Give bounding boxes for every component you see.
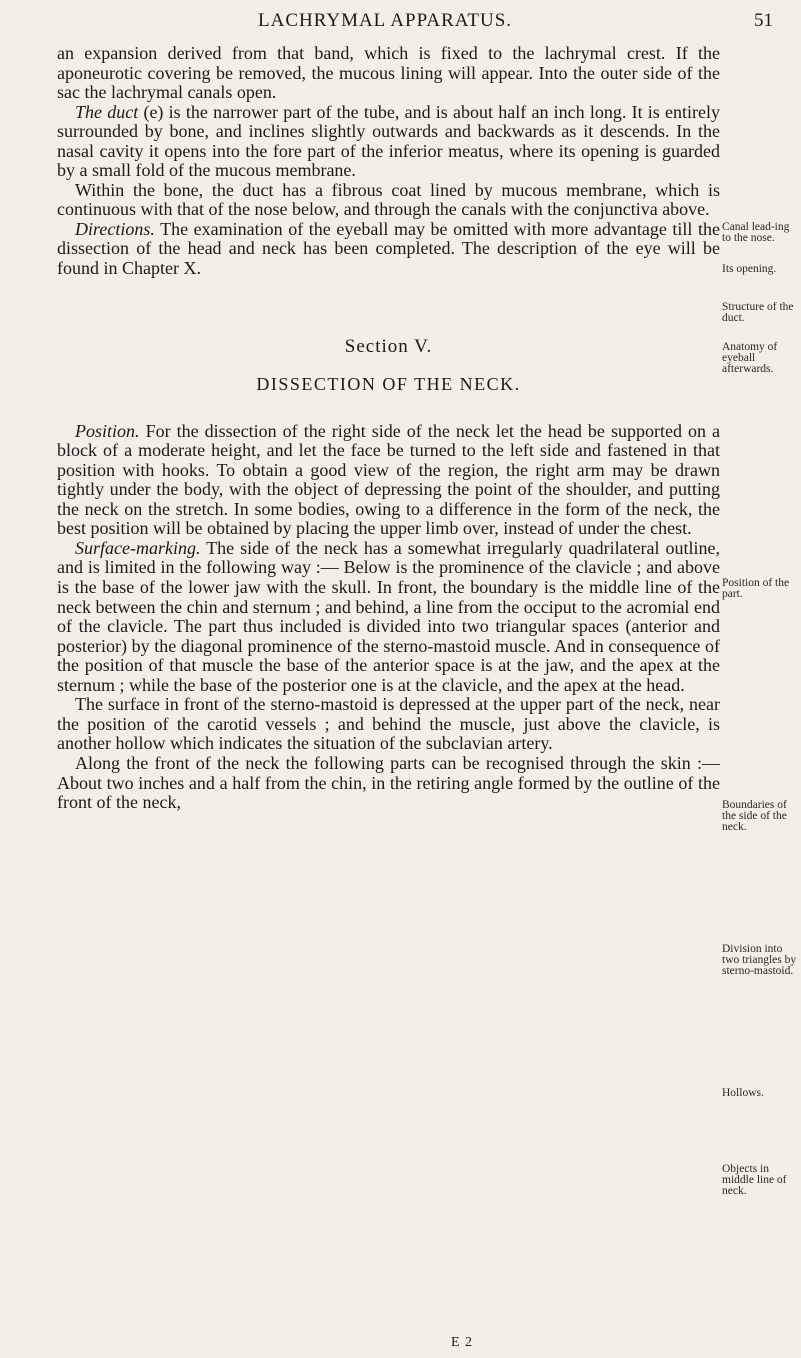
sidenote-structure: Structure of the duct.: [722, 301, 794, 324]
section-heading: Section V.: [344, 335, 433, 357]
sidenote-objects: Objects in middle line of neck.: [722, 1163, 787, 1197]
duct-label: The duct: [75, 101, 139, 122]
paragraph-lachrymal-sac: an expansion derived from that band, which is fixed to the lachrymal crest. If the aponeurotic covering be removed, the mucous lining will appear. Into the outer side of the sac the lachrymal canals open.: [57, 43, 720, 103]
surface-marking-text: The side of the neck has a somewhat irregularly quadrilateral outline, and is limited in the following way :— Below is the prominence of the clavicle ; and above is the base of the lower jaw with the skull. In front, the boundary is the middle line of the neck between the chin and sternum ; and behind, a line from the occiput to the acromial end of the clavicle. The part thus included is divided into two triangular spaces (anterior and posterior) by the diagonal prominence of the sterno-mastoid muscle. And in consequence of the position of that muscle the base of the anterior space is at the jaw, and the apex at the sternum ; while the base of the posterior one is at the clavicle, and the apex at the head.: [57, 537, 720, 695]
sidenote-opening: Its opening.: [722, 263, 777, 275]
main-text: [57, 44, 720, 813]
duct-text: (e) is the narrower part of the tube, and is about half an inch long. It is entirely surrounded by bone, and inclines slightly outwards and backwards as it descends. In the nasal cavity it opens into the fore part of the inferior meatus, where its opening is guarded by a small fold of the mucous membrane.: [57, 101, 721, 181]
directions-label: Directions.: [75, 218, 155, 239]
running-title: LACHRYMAL APPARATUS.: [258, 10, 513, 31]
position-text: For the dissection of the right side of the neck let the head be supported on a block of a moderate height, and let the face be turned to the left side and fastened in that position with hooks. To obtain a good view of the region, the right arm may be drawn tightly under the body, with the object of depressing the point of the shoulder, and putting the neck on the stretch. In some bodies, owing to a difference in the form of the neck, the best position will be obtained by placing the upper limb over, instead of under the chest.: [57, 420, 721, 539]
sidenote-anatomy: Anatomy of eyeball afterwards.: [722, 341, 778, 375]
section-title: DISSECTION OF THE NECK.: [256, 374, 521, 395]
page-number: 51: [754, 10, 773, 31]
paragraph-duct: [57, 103, 720, 181]
paragraph-surface-marking: [57, 539, 720, 695]
directions-text: The examination of the eyeball may be omitted with more advantage till the dissection of the head and neck has been completed. The description of the eye will be found in Chapter X.: [57, 218, 720, 279]
position-label: Position.: [75, 420, 140, 441]
sidenote-hollows: Hollows.: [722, 1087, 764, 1099]
sidenote-position: Position of the part.: [722, 577, 790, 600]
paragraph-position: [57, 422, 720, 539]
sidenote-division: Division into two triangles by sterno-mastoid.: [722, 943, 797, 977]
signature-mark: E 2: [451, 1335, 474, 1350]
sidenote-canal: Canal lead-ing to the nose.: [722, 221, 790, 244]
sidenote-boundaries: Boundaries of the side of the neck.: [722, 799, 787, 833]
paragraph-objects: Along the front of the neck the following parts can be recognised through the skin :—About two inches and a half from the chin, in the retiring angle formed by the outline of the front of the neck,: [57, 752, 720, 813]
paragraph-duct-structure: Within the bone, the duct has a fibrous coat lined by mucous membrane, which is continuous with that of the nose below, and through the canals with the conjunctiva above.: [57, 179, 720, 220]
surface-marking-label: Surface-marking.: [75, 537, 201, 558]
paragraph-hollows: The surface in front of the sterno-mastoid is depressed at the upper part of the neck, near the position of the carotid vessels ; and behind the muscle, just above the clavicle, is another hollow which indicates the situation of the subclavian artery.: [57, 694, 720, 754]
running-header: [0, 10, 801, 40]
paragraph-directions: [57, 220, 720, 279]
